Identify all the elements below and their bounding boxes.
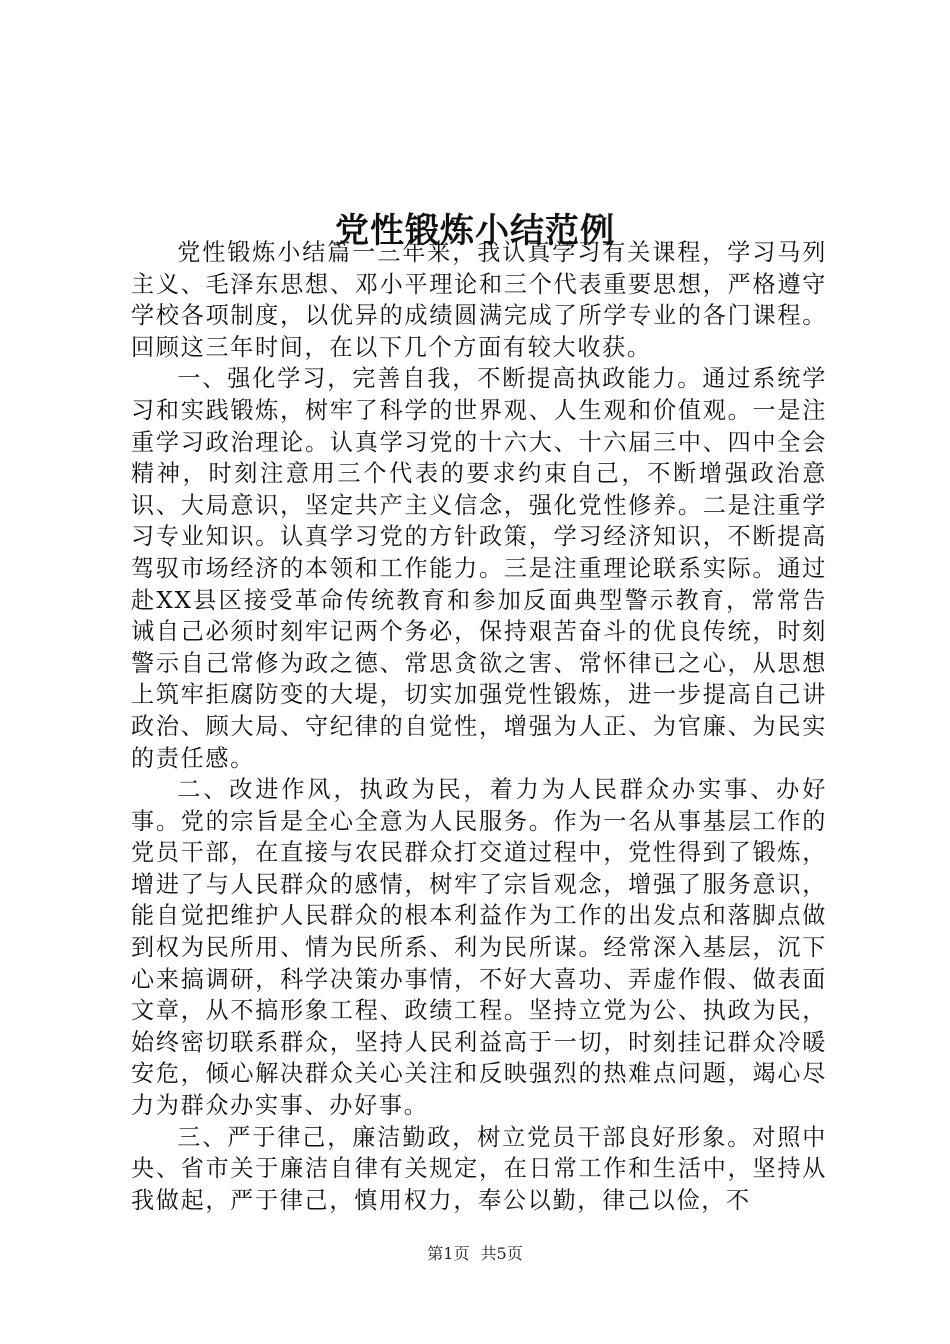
paragraph-section-3: 三、严于律己，廉洁勤政，树立党员干部良好形象。对照中央、省市关于廉洁自律有关规定，在日常工作和生活中，坚持从我做起，严于律己，慎用权力，奉公以勤，律己以俭，不 [131, 1124, 827, 1214]
page-number: 第1页 [427, 1244, 470, 1263]
page-total: 共5页 [480, 1244, 523, 1263]
document-body [131, 238, 827, 1217]
paragraph-section-2: 二、改进作风，执政为民，着力为人民群众办实事、办好事。党的宗旨是全心全意为人民服务。作为一名从事基层工作的党员干部，在直接与农民群众打交道过程中，党性得到了锻炼，增进了与人民群众的感情，树牢了宗旨观念，增强了服务意识，能自觉把维护人民群众的根本利益作为工作的出发点和落脚点做到权为民所用、情为民所系、利为民所谋。经常深入基层，沉下心来搞调研，科学决策办事情，不好大喜功、弄虚作假、做表面文章，从不搞形象工程、政绩工程。坚持立党为公、执政为民，始终密切联系群众，坚持人民利益高于一切，时刻挂记群众冷暖安危，倾心解决群众关心关注和反映强烈的热难点问题，竭心尽力为群众办实事、办好事。 [131, 777, 827, 1120]
page-footer [0, 1243, 950, 1265]
paragraph-section-1: 一、强化学习，完善自我，不断提高执政能力。通过系统学习和实践锻炼，树牢了科学的世界观、人生观和价值观。一是注重学习政治理论。认真学习党的十六大、十六届三中、四中全会精神，时刻注意用三个代表的要求约束自己，不断增强政治意识、大局意识，坚定共产主义信念，强化党性修养。二是注重学习专业知识。认真学习党的方针政策，学习经济知识，不断提高驾驭市场经济的本领和工作能力。三是注重理论联系实际。通过赴XX县区接受革命传统教育和参加反面典型警示教育，常常告诫自己必须时刻牢记两个务必，保持艰苦奋斗的优良传统，时刻警示自己常修为政之德、常思贪欲之害、常怀律已之心，从思想上筑牢拒腐防变的大堤，切实加强党性锻炼，进一步提高自己讲政治、顾大局、守纪律的自觉性，增强为人正、为官廉、为民实的责任感。 [131, 366, 827, 772]
paragraph-intro: 党性锻炼小结篇一三年来，我认真学习有关课程，学习马列主义、毛泽东思想、邓小平理论和三个代表重要思想，严格遵守学校各项制度，以优异的成绩圆满完成了所学专业的各门课程。回顾这三年时间，在以下几个方面有较大收获。 [131, 240, 827, 361]
page-title: 党性锻炼小结范例 [335, 210, 615, 251]
